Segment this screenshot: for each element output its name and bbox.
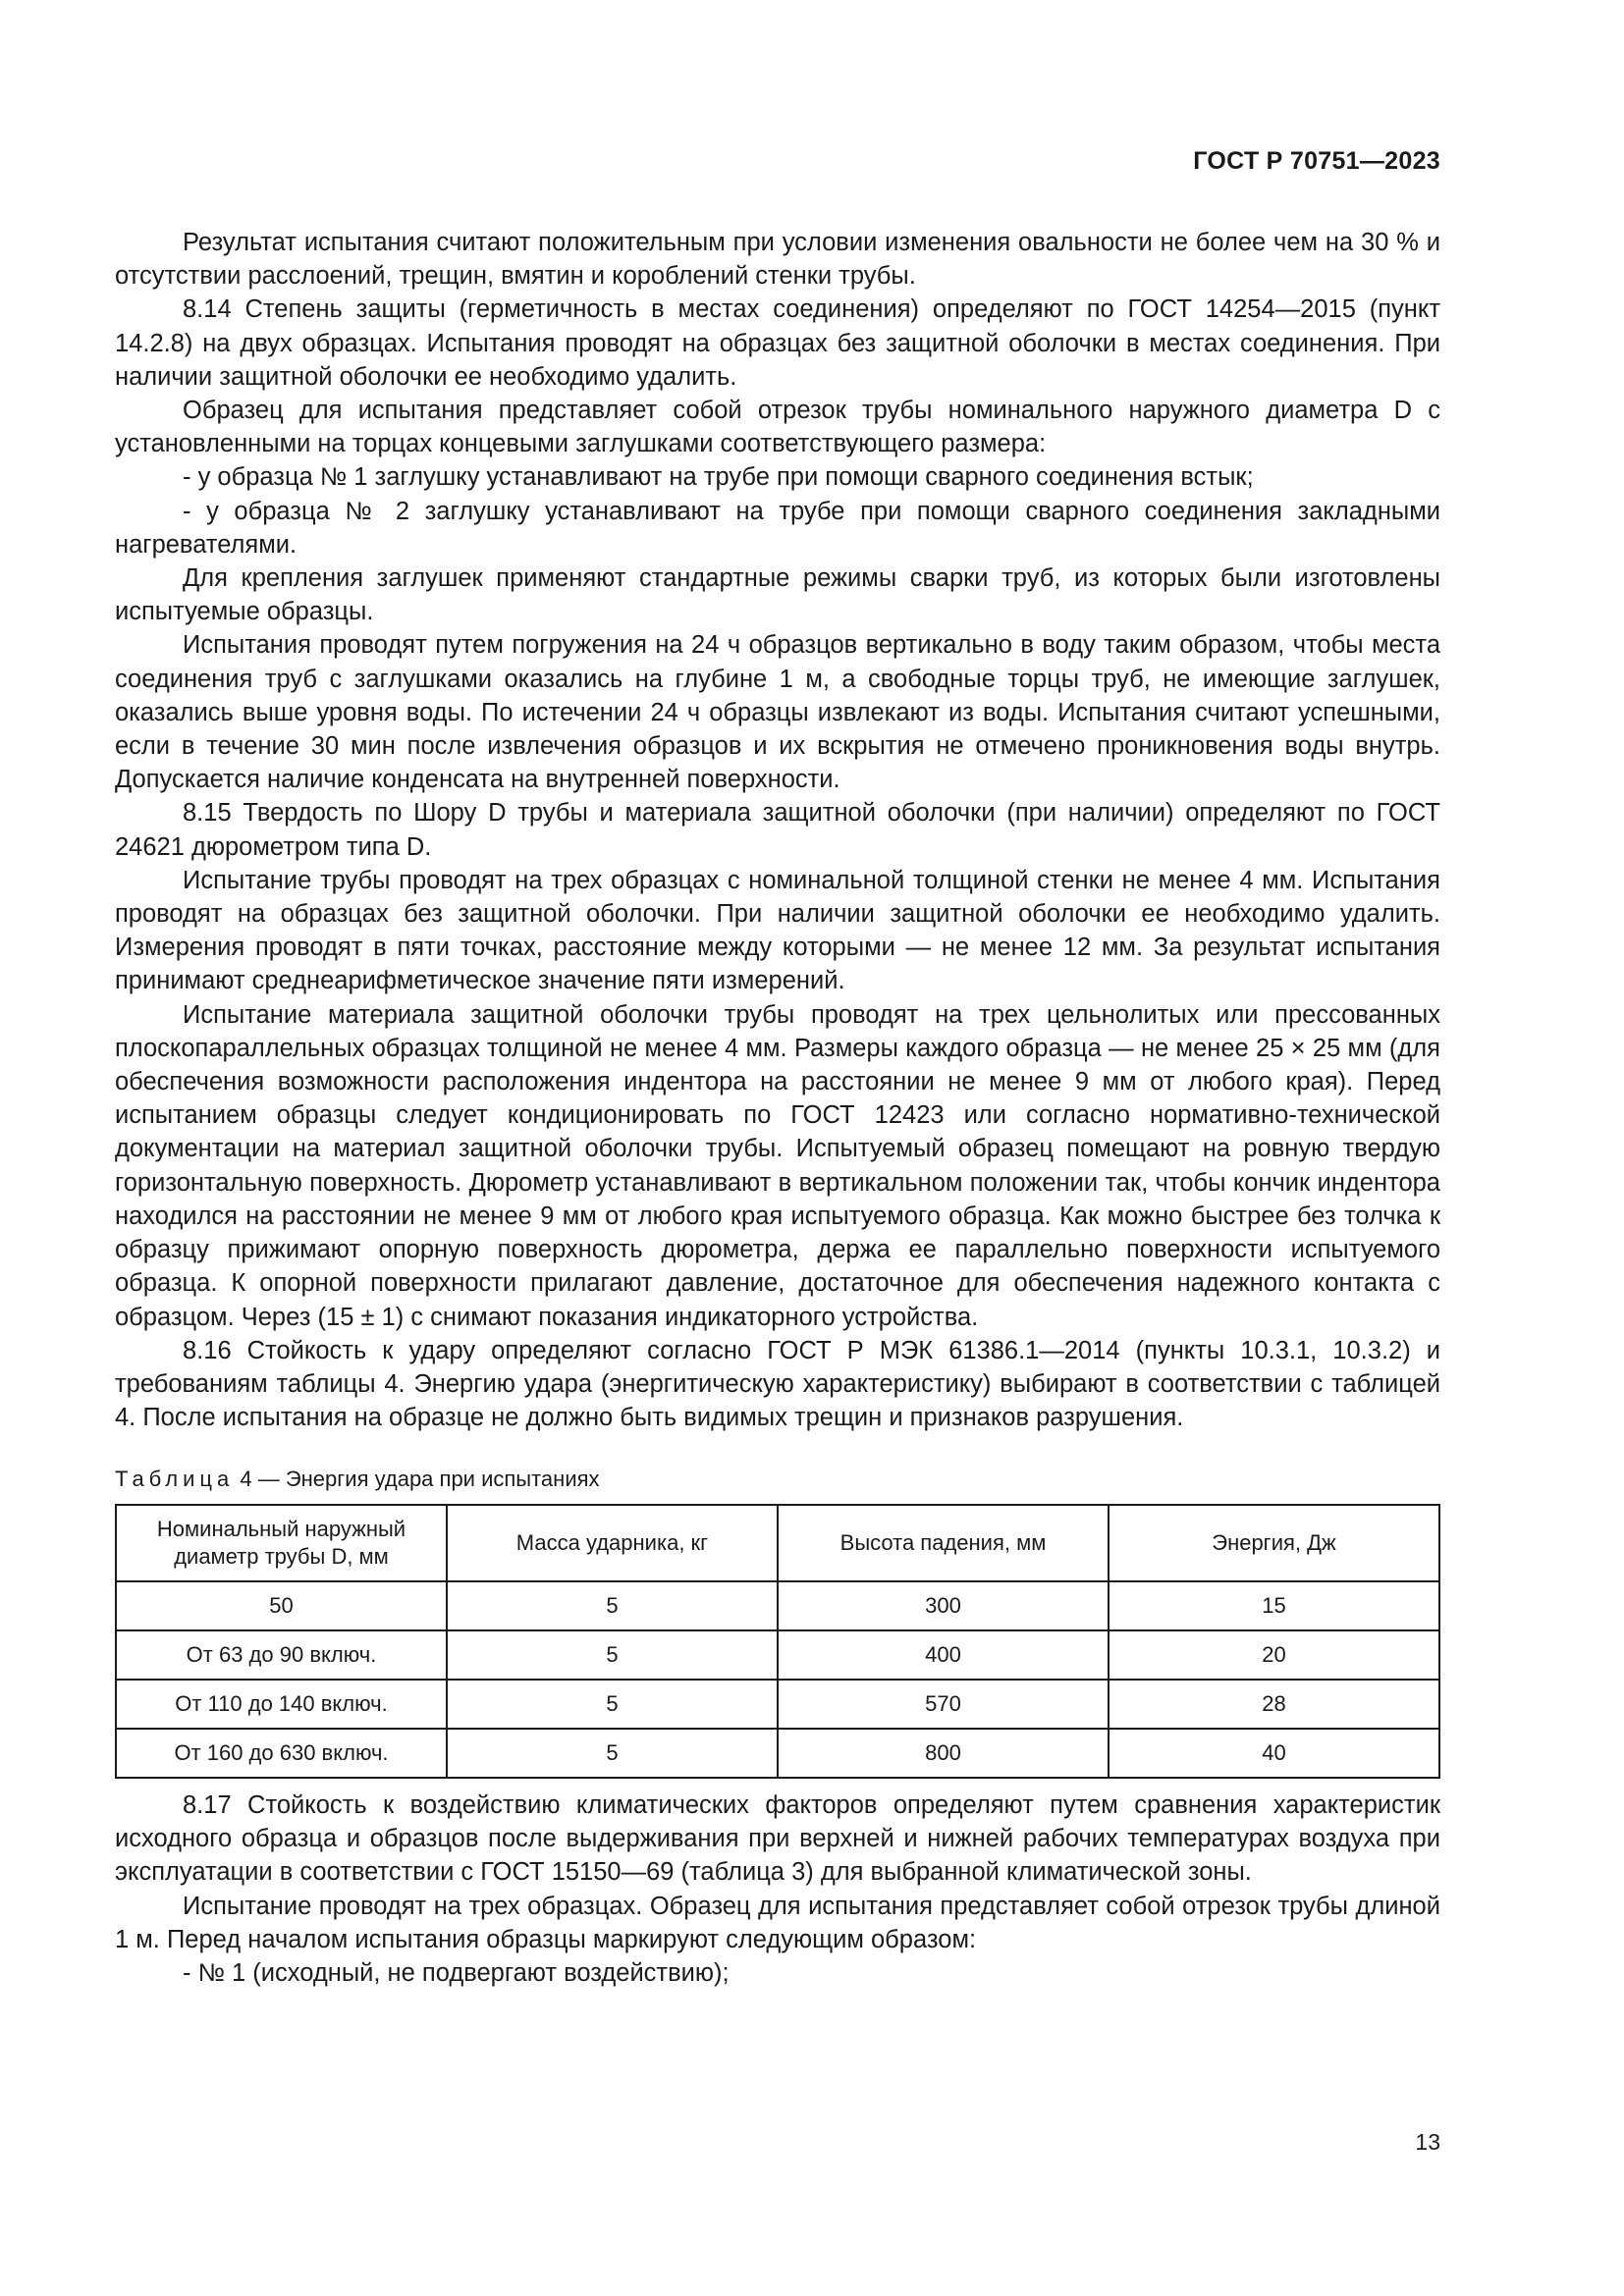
paragraph: Испытание материала защитной оболочки трубы проводят на трех цельнолитых или прессованных плоскопараллельных образцах толщиной не менее 4 мм. Размеры каждого образца — не менее 25 × 25 мм (для обеспечения возможности расположения индентора на расстоянии не менее 9 мм от любого края). Перед испытанием образцы следует кондиционировать по ГОСТ 12423 или согласно нормативно-технической документации на материал защитной оболочки трубы. Испытуемый образец помещают на ровную твердую горизонтальную поверхность. Дюрометр устанавливают в вертикальном положении так, чтобы кончик индентора находился на расстоянии не менее 9 мм от любого края испытуемого образца. Как можно быстрее без толчка к образцу прижимают опорную поверхность дюрометра, держа ее параллельно поверхности испытуемого образца. К опорной поверхности прилагают давление, достаточное для обеспечения надежного контакта с образцом. Через (15 ± 1) с снимают показания индикаторного устройства. [115, 1000, 1440, 1331]
table-caption-title: 4 — Энергия удара при испытаниях [234, 1467, 600, 1491]
table-row [116, 1680, 1439, 1729]
paragraph: Для крепления заглушек применяют стандартные режимы сварки труб, из которых были изготовлены испытуемые образцы. [115, 564, 1440, 626]
table-cell: 5 [447, 1630, 778, 1680]
table-row [116, 1729, 1439, 1778]
table-cell: 15 [1109, 1581, 1439, 1630]
paragraph: Испытание трубы проводят на трех образцах с номинальной толщиной стенки не менее 4 мм. Испытания проводят на образцах без защитной оболочки. При наличии защитной оболочки ее необходимо удалить. Измерения проводят в пяти точках, расстояние между которыми — не менее 12 мм. За результат испытания принимают среднеарифметическое значение пяти измерений. [115, 866, 1440, 995]
paragraph: - № 1 (исходный, не подвергают воздействию); [183, 1959, 730, 1988]
table-cell: От 63 до 90 включ. [116, 1630, 447, 1680]
table-cell: 5 [447, 1680, 778, 1729]
body-text-section-2 [115, 1789, 1440, 1990]
table-header-row [116, 1505, 1439, 1581]
column-header-height: Высота падения, мм [778, 1505, 1109, 1581]
paragraph: Испытание проводят на трех образцах. Образец для испытания представляет собой отрезок трубы длиной 1 м. Перед началом испытания образцы маркируют следующим образом: [115, 1892, 1440, 1953]
column-header-mass: Масса ударника, кг [447, 1505, 778, 1581]
table-cell: От 110 до 140 включ. [116, 1680, 447, 1729]
table-cell: 300 [778, 1581, 1109, 1630]
table-cell: 50 [116, 1581, 447, 1630]
body-text-section-1 [115, 226, 1440, 1434]
table-caption-word: Таблица [115, 1467, 235, 1491]
table-cell: 28 [1109, 1680, 1439, 1729]
paragraph: Образец для испытания представляет собой отрезок трубы номинального наружного диаметра D с установленными на торцах концевыми заглушками соответствующего размера: [115, 397, 1440, 458]
table-cell: 570 [778, 1680, 1109, 1729]
paragraph: - у образца № 1 заглушку устанавливают на трубе при помощи сварного соединения встык; [183, 463, 1254, 492]
paragraph: 8.15 Твердость по Шору D трубы и материала защитной оболочки (при наличии) определяют по ГОСТ 24621 дюрометром типа D. [115, 799, 1440, 861]
impact-energy-table [115, 1504, 1440, 1779]
document-header: ГОСТ Р 70751—2023 [1193, 147, 1440, 175]
table-cell: 20 [1109, 1630, 1439, 1680]
table-cell: 5 [447, 1581, 778, 1630]
paragraph: - у образца № 2 заглушку устанавливают на трубе при помощи сварного соединения закладными нагревателями. [115, 497, 1440, 559]
paragraph: Испытания проводят путем погружения на 24 ч образцов вертикально в воду таким образом, чтобы места соединения труб с заглушками оказались на глубине 1 м, а свободные торцы труб, не имеющие заглушек, оказались выше уровня воды. По истечении 24 ч образцы извлекают из воды. Испытания считают успешными, если в течение 30 мин после извлечения образцов и их вскрытия не отмечено проникновения воды внутрь. Допускается наличие конденсата на внутренней поверхности. [115, 631, 1440, 794]
table-caption [115, 1465, 600, 1494]
table-cell: От 160 до 630 включ. [116, 1729, 447, 1778]
paragraph: 8.16 Стойкость к удару определяют согласно ГОСТ Р МЭК 61386.1—2014 (пункты 10.3.1, 10.3.2) и требованиям таблицы 4. Энергию удара (энергитическую характеристику) выбирают в соответствии с таблицей 4. После испытания на образце не должно быть видимых трещин и признаков разрушения. [115, 1336, 1440, 1432]
paragraph: 8.14 Степень защиты (герметичность в местах соединения) определяют по ГОСТ 14254—2015 (пункт 14.2.8) на двух образцах. Испытания проводят на образцах без защитной оболочки в местах соединения. При наличии защитной оболочки ее необходимо удалить. [115, 295, 1440, 391]
table-cell: 800 [778, 1729, 1109, 1778]
table-row [116, 1630, 1439, 1680]
table-cell: 40 [1109, 1729, 1439, 1778]
column-header-diameter: Номинальный наружный диаметр трубы D, мм [116, 1505, 447, 1581]
paragraph: Результат испытания считают положительным при условии изменения овальности не более чем на 30 % и отсутствии расслоений, трещин, вмятин и короблений стенки трубы. [115, 229, 1440, 291]
table-cell: 5 [447, 1729, 778, 1778]
paragraph: 8.17 Стойкость к воздействию климатических факторов определяют путем сравнения характеристик исходного образца и образцов после выдерживания при верхней и нижней рабочих температурах воздуха при эксплуатации в соответствии с ГОСТ 15150—69 (таблица 3) для выбранной климатической зоны. [115, 1791, 1440, 1887]
page-number: 13 [1415, 2129, 1440, 2155]
column-header-energy: Энергия, Дж [1109, 1505, 1439, 1581]
table-cell: 400 [778, 1630, 1109, 1680]
table-row [116, 1581, 1439, 1630]
